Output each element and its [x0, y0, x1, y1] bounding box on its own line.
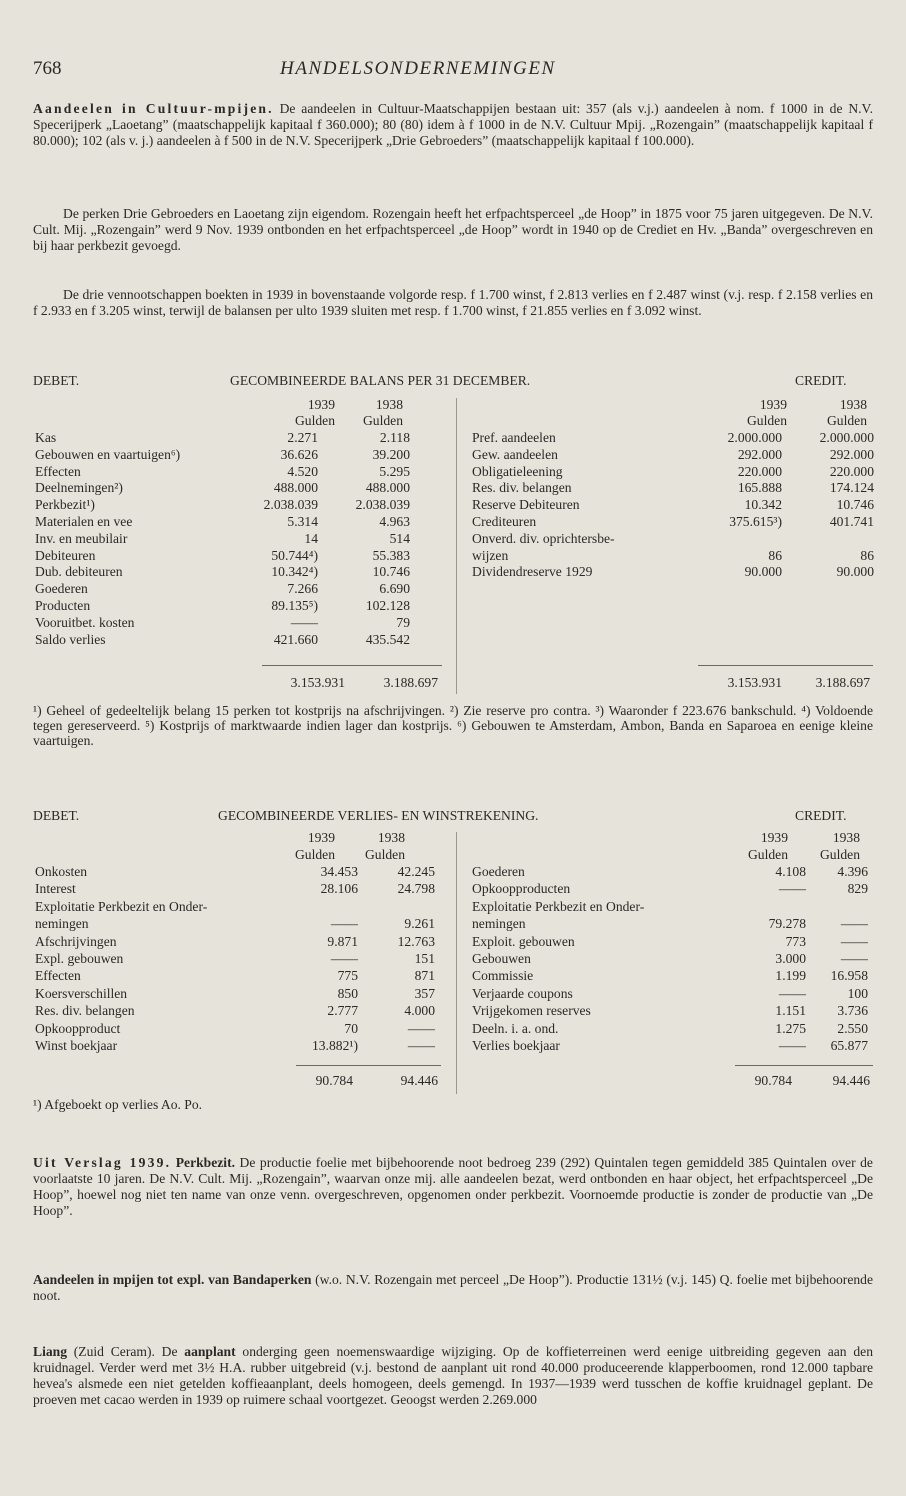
pl-year-a: 1939 [307, 830, 335, 845]
balance-credit-unit-a: Gulden [746, 413, 787, 428]
row-value-b: 42.245 [397, 864, 435, 879]
liang-paragraph [33, 1344, 873, 1408]
row-label: Expl. gebouwen [35, 951, 124, 966]
row-label: Verjaarde coupons [472, 985, 573, 1001]
balance-credit-total-b: 3.188.697 [815, 675, 870, 690]
row-value-b: —— [840, 951, 868, 966]
verslag-perkbezit: Perkbezit. [171, 1155, 236, 1170]
row-value-b: —— [407, 1038, 435, 1053]
verslag-paragraph [33, 1155, 873, 1219]
row-value-b: 292.000 [829, 446, 874, 462]
balance-credit-year-b: 1938 [839, 397, 867, 412]
row-label: Goederen [35, 581, 88, 597]
row-value-b: 90.000 [836, 564, 874, 580]
row-value-a: 773 [785, 933, 806, 949]
row-value-b: 39.200 [372, 446, 410, 462]
pl-year-b: 1938 [377, 830, 405, 845]
row-value-a: 7.266 [287, 581, 318, 597]
pl-unit-a: Gulden [294, 847, 335, 862]
row-value-b: 435.542 [365, 631, 410, 647]
perken-paragraph: De perken Drie Gebroeders en Laoetang zijn eigendom. Rozengain heeft het erfpachtsperceel „de Hoop” in 1875 voor 75 jaren uitgegeven. De N.V. Cult. Mij. „Rozengain” werd 9 Nov. 1939 ontbonden en het erfpachtsperceel „de Hoop” wordt in 1940 op de Crediet en Hv. „Banda” overgeschreven en bij haar perkbezit gevoegd. [33, 206, 873, 253]
aandeelen-expl-text: (w.o. N.V. Rozengain met perceel „De Hoop”). Productie 131½ (v.j. 145) Q. foelie met bijbehoorende noot. [33, 1272, 873, 1303]
row-label: Gew. aandeelen [472, 446, 558, 462]
row-label: Materialen en vee [35, 514, 133, 529]
row-label: Goederen [472, 864, 525, 879]
row-label: Afschrijvingen [35, 933, 117, 949]
pl-credit-total-b: 94.446 [832, 1073, 870, 1088]
balance-title: GECOMBINEERDE BALANS PER 31 DECEMBER. [230, 373, 531, 388]
row-label: Opkoopproducten [472, 881, 571, 897]
balance-unit-b: Gulden [362, 413, 403, 428]
aandeelen-expl-paragraph [33, 1272, 873, 1304]
row-value-a: 36.626 [280, 446, 318, 462]
row-label: wijzen [472, 547, 509, 563]
row-value-a: —— [330, 916, 358, 932]
verslag-lead: Uit Verslag 1939. [33, 1155, 172, 1170]
row-label: Res. div. belangen [472, 480, 572, 496]
row-value-a: 3.000 [775, 951, 806, 966]
row-label: Koersverschillen [35, 985, 128, 1001]
pl-debet-total-b: 94.446 [400, 1073, 438, 1088]
running-title: HANDELSONDERNEMINGEN [280, 58, 556, 79]
row-value-b: 100 [847, 985, 868, 1001]
row-value-b: 488.000 [365, 480, 410, 496]
pl-credit-year-a: 1939 [760, 830, 788, 845]
row-value-a: 70 [344, 1020, 358, 1036]
page-number: 768 [33, 58, 62, 79]
row-label: Dub. debiteuren [35, 564, 123, 580]
balance-credit-total-a: 3.153.931 [727, 675, 782, 690]
balance-debet-label: DEBET. [33, 373, 80, 388]
row-value-b: 514 [389, 530, 410, 546]
row-value-a: 28.106 [320, 881, 358, 897]
intro-lead: Aandeelen in Cultuur-mpijen. [33, 101, 274, 116]
row-label: Effecten [35, 463, 81, 479]
row-label: Reserve Debiteuren [472, 497, 580, 513]
row-value-a: 34.453 [320, 864, 358, 879]
row-label: Commissie [472, 968, 534, 984]
pl-credit-unit-a: Gulden [747, 847, 788, 862]
row-value-b: 10.746 [836, 497, 874, 513]
row-label: Perkbezit¹) [35, 497, 95, 513]
liang-aanplant: aanplant [184, 1344, 236, 1359]
row-label: nemingen [472, 916, 526, 932]
row-label: Dividendreserve 1929 [472, 564, 593, 580]
balance-year-a: 1939 [307, 397, 335, 412]
row-value-a: 292.000 [737, 446, 782, 462]
row-value-a: 86 [768, 547, 782, 563]
row-value-b: 357 [414, 985, 435, 1001]
row-value-b: 24.798 [397, 881, 435, 897]
row-value-b: 871 [414, 968, 435, 984]
pl-credit-label: CREDIT. [795, 808, 847, 823]
row-value-a: 4.108 [775, 864, 806, 879]
row-value-b: 829 [847, 881, 868, 897]
pl-credit-total-rule [735, 1065, 873, 1066]
row-value-b: 102.128 [365, 598, 410, 613]
row-label: Exploitatie Perkbezit en Onder- [35, 898, 208, 914]
balance-year-b: 1938 [375, 397, 403, 412]
pl-debet-total-rule [296, 1065, 441, 1066]
row-value-a: —— [330, 951, 358, 966]
row-value-b: 12.763 [397, 933, 435, 949]
row-label: Kas [35, 430, 57, 445]
boekten-paragraph: De drie vennootschappen boekten in 1939 in bovenstaande volgorde resp. f 1.700 winst, f 2.813 verlies en f 2.487 winst (v.j. resp. f 2.158 verlies en f 2.933 en f 3.205 winst, terwijl de balansen per ulto 1939 sluiten met resp. f 1.700 winst, f 21.855 verlies en f 3.092 winst. [33, 287, 873, 318]
row-label: Crediteuren [472, 514, 537, 529]
row-value-a: —— [778, 1038, 806, 1053]
row-value-b: 86 [860, 547, 874, 563]
row-value-a: 488.000 [273, 480, 318, 496]
balance-footnote: ¹) Geheel of gedeeltelijk belang 15 perken tot kostprijs na afschrijvingen. ²) Zie reserve pro contra. ³) Waaronder f 223.676 bankschuld. ⁴) Voldoende tegen gereserveerd. ⁵) Kostprijs of marktwaarde indien lager dan kostprijs. ⁶) Gebouwen te Amsterdam, Ambon, Banda en Saparoea en eenige kleine vaartuigen. [33, 703, 873, 748]
row-value-b: 5.295 [379, 463, 410, 479]
pl-debet-label: DEBET. [33, 808, 80, 823]
row-value-a: 375.615³) [729, 514, 782, 529]
row-value-b: 3.736 [837, 1003, 868, 1019]
row-label: Exploitatie Perkbezit en Onder- [472, 898, 645, 914]
row-value-a: 14 [304, 530, 318, 546]
row-value-a: —— [290, 614, 318, 630]
pl-divider [456, 832, 457, 1094]
row-value-b: 9.261 [404, 916, 435, 932]
intro-text: De aandeelen in Cultuur-Maatschappijen bestaan uit: 357 (als v.j.) aandeelen à nom. f 1000 in de N.V. Specerijperk „Laoetang” (maatschappelijk kapitaal f 360.000); 80 (80) idem à f 1000 in de N.V. Cultuur Mpij. „Rozengain” (maatschappelijk kapitaal f 80.000); 102 (als v. j.) aandeelen à f 500 in de N.V. Specerijperk „Drie Gebroeders” (maatschappelijk kapitaal f 100.000). [33, 101, 873, 148]
row-value-b: 151 [414, 951, 435, 966]
row-value-b: 174.124 [829, 480, 874, 496]
aandeelen-expl-heading: Aandeelen in mpijen tot expl. van Bandaperken [33, 1272, 312, 1287]
row-label: nemingen [35, 916, 89, 932]
row-value-a: 1.151 [775, 1003, 806, 1019]
balance-debet-total-rule [262, 665, 442, 666]
row-value-a: 421.660 [273, 631, 318, 647]
row-value-a: 10.342 [744, 497, 782, 513]
balance-debet-total-b: 3.188.697 [383, 675, 438, 690]
row-label: Interest [35, 881, 76, 897]
row-label: Saldo verlies [35, 631, 106, 647]
row-value-a: —— [778, 881, 806, 897]
pl-title: GECOMBINEERDE VERLIES- EN WINSTREKENING. [218, 808, 539, 823]
row-label: Effecten [35, 968, 81, 984]
row-value-a: 1.199 [775, 968, 806, 984]
row-value-b: 65.877 [830, 1038, 868, 1053]
balance-credit-year-a: 1939 [759, 397, 787, 412]
row-value-a: 2.038.039 [263, 497, 318, 513]
row-value-a: 90.000 [744, 564, 782, 580]
row-label: Obligatieleening [472, 463, 563, 479]
row-value-a: 220.000 [737, 463, 782, 479]
balance-credit-label: CREDIT. [795, 373, 847, 388]
balance-debet-total-a: 3.153.931 [290, 675, 345, 690]
balance-divider [456, 398, 457, 694]
row-value-b: 401.741 [829, 514, 874, 529]
intro-paragraph [33, 101, 873, 149]
row-value-a: 4.520 [287, 463, 318, 479]
row-value-a: 2.777 [327, 1003, 358, 1019]
liang-text-1: (Zuid Ceram). De [67, 1344, 185, 1359]
row-label: Gebouwen [472, 951, 531, 966]
row-value-a: 850 [337, 985, 358, 1001]
row-label: Winst boekjaar [35, 1038, 118, 1053]
row-label: Onverd. div. oprichtersbe- [472, 530, 615, 546]
row-value-b: 2.550 [837, 1020, 868, 1036]
row-label: Deeln. i. a. ond. [472, 1020, 559, 1036]
row-value-a: 10.342⁴) [271, 564, 318, 580]
row-label: Verlies boekjaar [472, 1038, 560, 1053]
row-value-b: 2.038.039 [355, 497, 410, 513]
row-value-b: 4.000 [404, 1003, 435, 1019]
row-value-a: 89.135⁵) [271, 598, 318, 613]
row-value-a: 9.871 [327, 933, 358, 949]
liang-heading: Liang [33, 1344, 67, 1359]
row-label: Opkoopproduct [35, 1020, 121, 1036]
row-value-b: 10.746 [372, 564, 410, 580]
row-value-a: 1.275 [775, 1020, 806, 1036]
row-value-b: 4.396 [837, 864, 868, 879]
pl-credit-year-b: 1938 [832, 830, 860, 845]
row-label: Onkosten [35, 864, 88, 879]
row-label: Debiteuren [35, 547, 96, 563]
pl-credit-unit-b: Gulden [819, 847, 860, 862]
row-value-a: 2.271 [287, 430, 318, 445]
row-value-b: 220.000 [829, 463, 874, 479]
pl-unit-b: Gulden [364, 847, 405, 862]
row-value-b: 4.963 [379, 514, 410, 529]
row-label: Exploit. gebouwen [472, 933, 575, 949]
pl-debet-total-a: 90.784 [315, 1073, 353, 1088]
row-label: Inv. en meubilair [35, 530, 128, 546]
row-label: Deelnemingen²) [35, 480, 123, 496]
row-value-a: 165.888 [737, 480, 782, 496]
row-value-b: 2.118 [379, 430, 410, 445]
balance-unit-a: Gulden [294, 413, 335, 428]
row-label: Pref. aandeelen [472, 430, 556, 445]
row-value-a: 79.278 [768, 916, 806, 932]
row-label: Producten [35, 598, 91, 613]
row-value-a: 5.314 [287, 514, 318, 529]
row-value-b: 79 [396, 614, 410, 630]
row-label: Gebouwen en vaartuigen⁶) [35, 446, 181, 462]
balance-credit-total-rule [698, 665, 873, 666]
row-value-b: 55.383 [372, 547, 410, 563]
row-value-a: 775 [337, 968, 358, 984]
row-value-a: —— [778, 985, 806, 1001]
row-value-b: 2.000.000 [819, 430, 874, 445]
pl-credit-total-a: 90.784 [754, 1073, 792, 1088]
row-value-b: —— [407, 1020, 435, 1036]
row-value-b: —— [840, 933, 868, 949]
verslag-text: De productie foelie met bijbehoorende noot bedroeg 239 (292) Quintalen tegen gemiddeld 385 Quintalen over de voorlaatste 10 jaren. De N.V. Cult. Mij. „Rozengain”, waarvan onze mij. alle aandeelen bezat, werd ontbonden en haar object, het erfpachtsperceel „De Hoop”, hoewel nog niet ten name van onze venn. overgeschreven, opgenomen onder perkbezit. Voornoemde productie is zonder de productie van „De Hoop”. [33, 1155, 873, 1218]
row-label: Res. div. belangen [35, 1003, 135, 1019]
pl-footnote: ¹) Afgeboekt op verlies Ao. Po. [33, 1097, 203, 1112]
row-value-a: 2.000.000 [727, 430, 782, 445]
row-value-a: 50.744⁴) [271, 547, 318, 563]
row-value-b: 16.958 [830, 968, 868, 984]
row-value-a: 13.882¹) [312, 1038, 358, 1053]
row-value-b: 6.690 [379, 581, 410, 597]
liang-text-2: onderging geen noemenswaardige wijziging. Op de koffieterreinen werd eenige uitbreiding gegeven aan den kruidnagel. Verder werd met 3½ H.A. rubber uitgebreid (v.j. bestond de aanplant uit rond 40.000 produceerende klapperboomen, rond 12.000 tapbare hevea's alsmede een niet getelden koffieaanplant, deels homogeen, deels gemengd. In 1937—1939 werd tusschen de koffie kruidnagel geplant. De proeven met cacao werden in 1939 op ruimere schaal voortgezet. Geoogst werden 2.269.000 [33, 1344, 873, 1407]
row-label: Vrijgekomen reserves [472, 1003, 591, 1019]
balance-credit-unit-b: Gulden [826, 413, 867, 428]
row-label: Vooruitbet. kosten [35, 614, 135, 630]
row-value-b: —— [840, 916, 868, 932]
